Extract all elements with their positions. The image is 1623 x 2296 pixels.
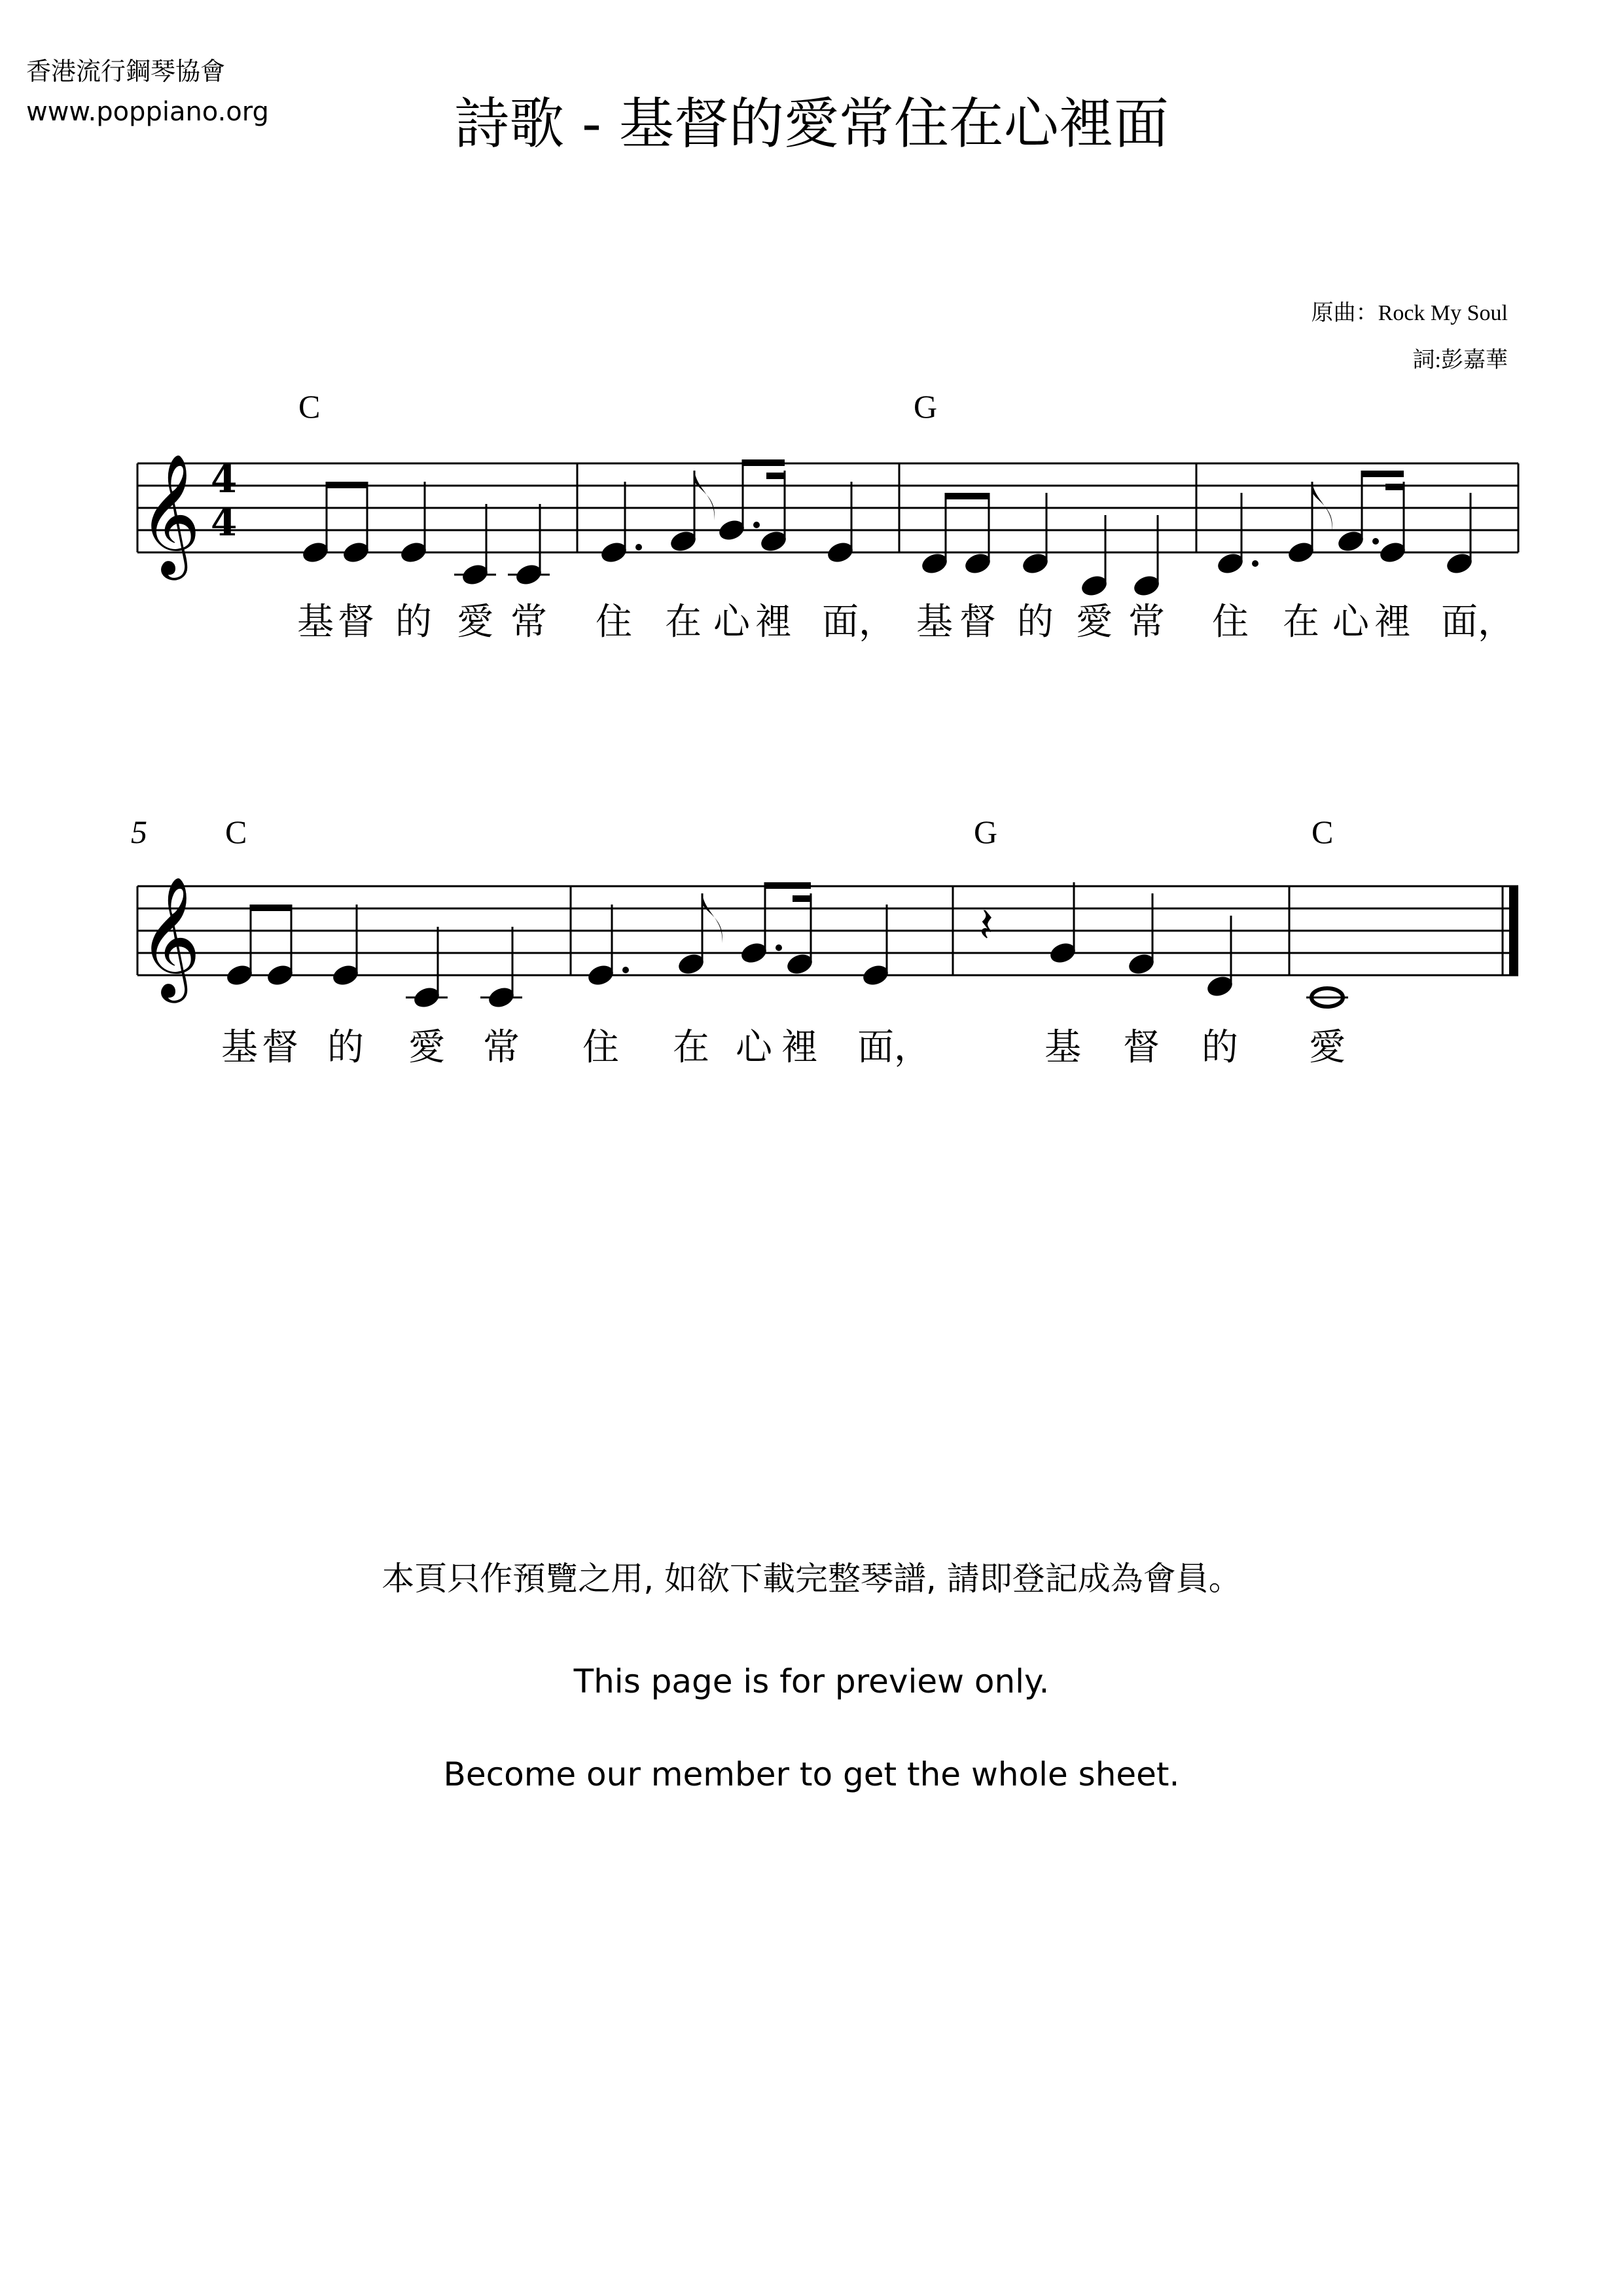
lyric-syllable: 心 bbox=[1332, 601, 1369, 643]
lyric-syllable: 的 bbox=[395, 601, 432, 643]
brand-url[interactable]: www.poppiano.org bbox=[26, 97, 269, 127]
lyric-syllable: 裡 bbox=[1374, 601, 1411, 643]
lyric-syllable: 住 bbox=[582, 1026, 619, 1069]
lyric-syllable: 愛 bbox=[1309, 1026, 1346, 1069]
lyric-syllable: 的 bbox=[1202, 1026, 1238, 1069]
preview-notice-english: This page is for preview only. bbox=[573, 1662, 1050, 1700]
lyric-syllable: 住 bbox=[596, 601, 632, 643]
lyric-syllable: 基 bbox=[297, 601, 334, 643]
lyric-syllable: 督 bbox=[338, 601, 374, 643]
lyric-syllable: 基 bbox=[1044, 1026, 1081, 1069]
quarter-rest-icon: 𝄽 bbox=[979, 897, 994, 952]
chord-symbol: C bbox=[225, 814, 247, 850]
staff-system-1 bbox=[0, 445, 1623, 602]
lyric-syllable: 在 bbox=[673, 1026, 709, 1069]
lyric-syllable: 愛 bbox=[408, 1026, 445, 1069]
lyric-syllable: 裡 bbox=[781, 1026, 818, 1069]
page-title: 詩歌 - 基督的愛常住在心裡面 bbox=[454, 92, 1169, 156]
member-notice-english: Become our member to get the whole sheet. bbox=[443, 1755, 1180, 1793]
treble-clef-icon: 𝄞 bbox=[139, 875, 201, 997]
dot bbox=[1252, 560, 1258, 567]
beam bbox=[743, 459, 785, 466]
lyric-syllable: 面， bbox=[1441, 601, 1514, 643]
dot bbox=[622, 967, 629, 973]
lyric-syllable: 住 bbox=[1212, 601, 1249, 643]
treble-clef-icon: 𝄞 bbox=[139, 452, 201, 575]
chord-symbol: G bbox=[974, 814, 998, 850]
lyric-syllable: 愛 bbox=[1076, 601, 1113, 643]
lyric-syllable: 常 bbox=[483, 1026, 520, 1069]
chord-symbol: G bbox=[914, 388, 938, 425]
lyric-syllable: 愛 bbox=[457, 601, 493, 643]
lyric-syllable: 常 bbox=[1128, 601, 1165, 643]
lyric-syllable: 基 bbox=[916, 601, 953, 643]
lyric-syllable: 面， bbox=[822, 601, 895, 643]
beam bbox=[251, 905, 291, 911]
lyric-syllable: 心 bbox=[736, 1026, 772, 1069]
lyric-syllable: 面， bbox=[857, 1026, 931, 1069]
dot bbox=[635, 544, 642, 550]
beam bbox=[1385, 484, 1404, 490]
time-signature-bottom: 4 bbox=[211, 500, 238, 545]
dot bbox=[753, 522, 760, 528]
beam bbox=[1362, 471, 1404, 477]
notes-system-1 bbox=[301, 459, 1474, 598]
measure-number: 5 bbox=[131, 814, 147, 850]
lyric-syllable: 督 bbox=[959, 601, 996, 643]
lyric-syllable: 在 bbox=[1283, 601, 1319, 643]
lyric-syllable: 督 bbox=[262, 1026, 298, 1069]
chord-symbol: C bbox=[1311, 814, 1334, 850]
lyric-syllable: 裡 bbox=[755, 601, 792, 643]
beam bbox=[766, 473, 785, 479]
lyric-syllable: 心 bbox=[713, 601, 750, 643]
final-barline bbox=[1509, 886, 1518, 975]
lyricist-credit: 詞:彭嘉華 bbox=[1412, 348, 1508, 372]
lyric-syllable: 基 bbox=[221, 1026, 258, 1069]
time-signature-top: 4 bbox=[211, 457, 238, 501]
dot bbox=[776, 944, 782, 951]
beam bbox=[946, 493, 989, 499]
lyric-syllable: 的 bbox=[327, 1026, 364, 1069]
lyric-syllable: 督 bbox=[1123, 1026, 1160, 1069]
lyric-syllable: 在 bbox=[665, 601, 702, 643]
eighth-flag bbox=[702, 893, 722, 943]
chord-symbol: C bbox=[298, 388, 321, 425]
notes-system-2 bbox=[225, 882, 1348, 1010]
beam bbox=[327, 482, 367, 488]
lyric-syllable: 的 bbox=[1017, 601, 1054, 643]
beam bbox=[765, 882, 811, 889]
dot bbox=[1372, 538, 1379, 545]
preview-notice-chinese: 本頁只作預覽之用, 如欲下載完整琴譜, 請即登記成為會員。 bbox=[382, 1560, 1241, 1598]
lyric-syllable: 常 bbox=[510, 601, 547, 643]
staff-system-2 bbox=[0, 868, 1623, 1025]
original-song-credit: 原曲：Rock My Soul bbox=[1311, 301, 1508, 325]
beam bbox=[793, 895, 811, 902]
brand-name: 香港流行鋼琴協會 bbox=[26, 57, 226, 86]
eighth-flag bbox=[694, 471, 715, 520]
eighth-flag bbox=[1312, 482, 1332, 531]
